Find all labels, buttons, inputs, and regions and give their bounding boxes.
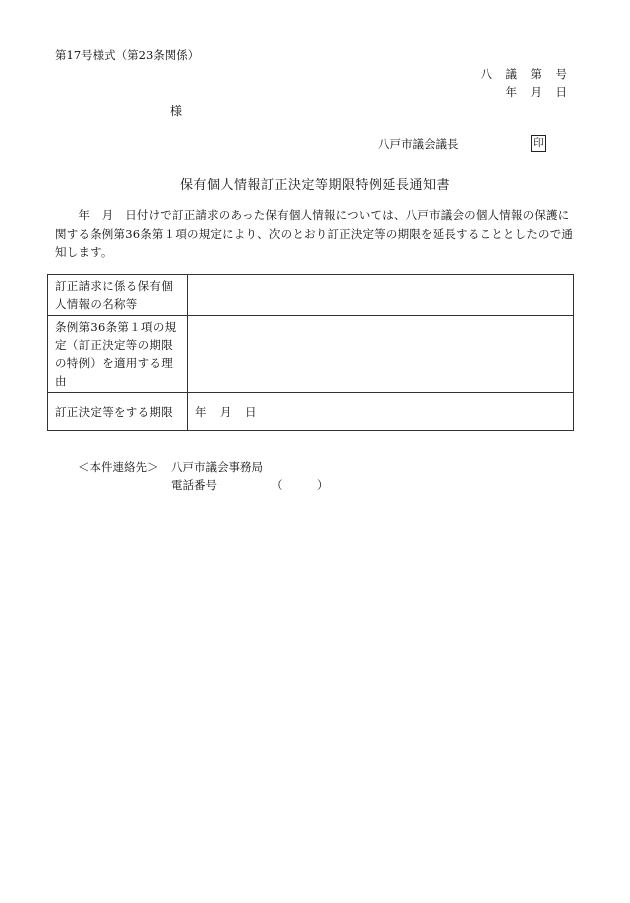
label-line: 定（訂正決定等の期限 bbox=[55, 338, 173, 352]
label-line: 条例第36条第１項の規 bbox=[55, 320, 177, 334]
label-line: の特例）を適用する理 bbox=[55, 356, 173, 370]
contact-phone-label: 電話番号 bbox=[171, 478, 217, 492]
table-row bbox=[48, 316, 574, 393]
label-line: 由 bbox=[55, 374, 67, 388]
info-table bbox=[47, 274, 574, 431]
seal-mark: 印 bbox=[531, 135, 546, 152]
row-label-reason bbox=[48, 316, 188, 393]
row-label-deadline bbox=[48, 393, 188, 431]
form-number: 第17号様式（第23条関係） bbox=[55, 48, 200, 62]
row-value-deadline[interactable]: 年 月 日 bbox=[188, 393, 574, 431]
label-line: 訂正請求に係る保有個 bbox=[55, 279, 173, 293]
contact-label: ＜本件連絡先＞ bbox=[78, 460, 159, 474]
label-line: 人情報の名称等 bbox=[55, 297, 138, 311]
document-title: 保有個人情報訂正決定等期限特例延長通知書 bbox=[179, 178, 450, 193]
document-number: 八 議 第 号 bbox=[480, 67, 568, 81]
row-value-reason[interactable] bbox=[188, 316, 574, 393]
table-row bbox=[48, 275, 574, 316]
body-line: 年 月 日付けで訂正請求のあった保有個人情報については、八戸市議会の個人情報の保護に bbox=[55, 208, 570, 222]
label-line: 訂正決定等をする期限 bbox=[55, 404, 173, 419]
row-value-record-name[interactable] bbox=[188, 275, 574, 316]
sender-title: 八戸市議会議長 bbox=[378, 137, 459, 151]
contact-phone-value: （ ） bbox=[271, 478, 329, 492]
body-paragraph bbox=[55, 206, 573, 262]
recipient-suffix: 様 bbox=[170, 104, 183, 118]
row-label-record-name bbox=[48, 275, 188, 316]
document-date: 年 月 日 bbox=[505, 85, 568, 99]
body-line: 知します。 bbox=[55, 245, 113, 259]
body-line: 関する条例第36条第１項の規定により、次のとおり訂正決定等の期限を延長することとしたので通 bbox=[55, 226, 574, 241]
contact-office: 八戸市議会事務局 bbox=[171, 460, 263, 474]
table-row bbox=[48, 393, 574, 431]
